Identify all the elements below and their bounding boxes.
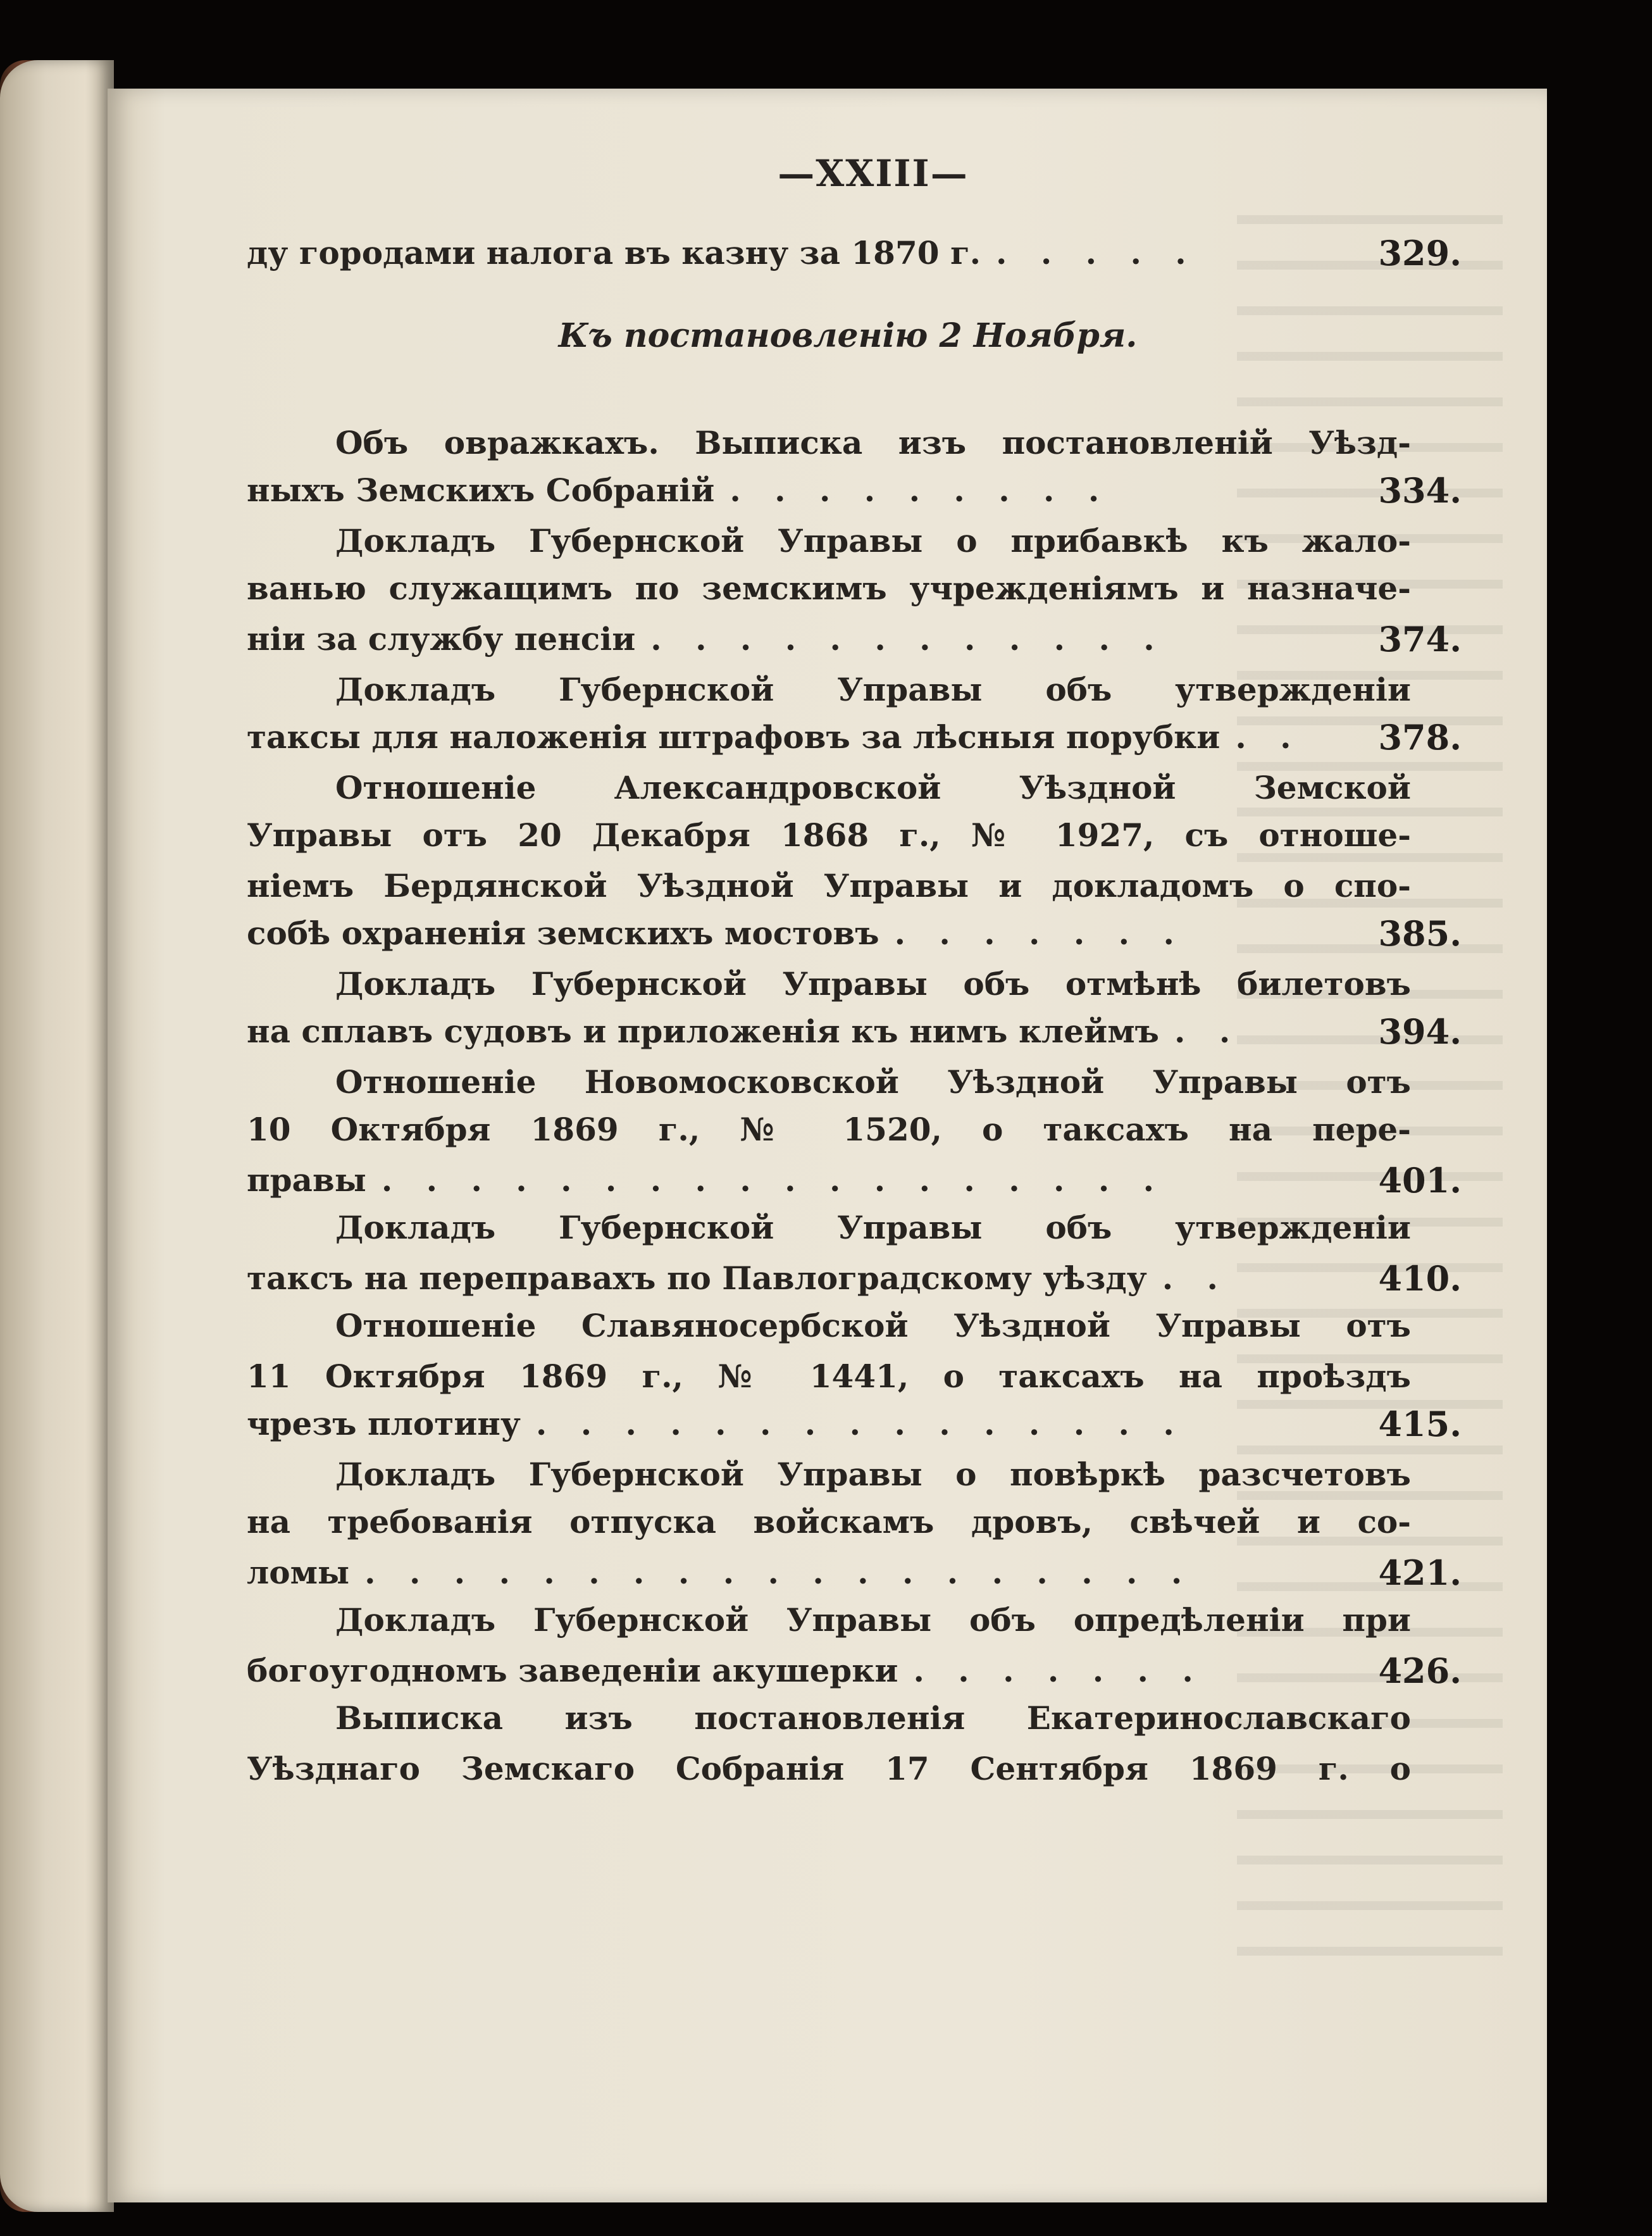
toc-line-text: Докладъ Губернской Управы объ утвержденіи [335,671,1411,708]
toc-line [247,1652,1449,1690]
section-heading: Къ постановленію 2 Ноября. [558,316,1138,355]
toc-leader-dots: . . . . . . . . . . . . . . . . . . . [364,1554,1194,1591]
toc-page-reference: 410. [1378,1258,1462,1299]
toc-leader-dots: . . . . . . . [894,915,1186,952]
toc-line [247,620,1449,658]
toc-line [247,816,1411,854]
toc-line-text: ныхъ Земскихъ Собраній [247,472,715,509]
toc-line [335,1456,1411,1494]
toc-line [247,1554,1449,1592]
toc-line-text: ванью служащимъ по земскимъ учрежденіямъ и назначе- [247,570,1411,607]
toc-line [335,671,1411,709]
toc-leader-dots: . . . . . . . . . . . . . . . . . . [381,1161,1166,1199]
toc-line-text: на сплавъ судовъ и приложенія къ нимъ клеймъ [247,1013,1159,1050]
toc-line [247,867,1411,905]
toc-line-text: ломы [247,1554,350,1591]
toc-page-reference: 374. [1378,619,1462,659]
toc-line-text: 10 Октября 1869 г., № 1520, о таксахъ на пере- [247,1111,1411,1148]
toc-leader-dots: . . . . . . . [913,1652,1205,1689]
toc-line [335,1699,1411,1737]
book-page [108,89,1547,2202]
toc-line-text: ніемъ Бердянской Уѣздной Управы и докладомъ о спо- [247,867,1411,904]
toc-line-text: правы [247,1161,366,1199]
toc-line [247,1503,1411,1541]
toc-line-text: богоугодномъ заведеніи акушерки [247,1652,898,1689]
toc-page-reference: 394. [1378,1011,1462,1052]
toc-line [247,1013,1449,1051]
toc-line [247,570,1411,608]
toc-line [335,522,1411,560]
toc-line-text: 11 Октября 1869 г., № 1441, о таксахъ на проѣздъ [247,1358,1411,1395]
toc-line-text: Докладъ Губернской Управы объ отмѣнѣ билетовъ [335,965,1411,1002]
toc-leader-dots: . . . . . . . . . . . . [650,620,1166,658]
toc-line-text: Отношеніе Новомосковской Уѣздной Управы отъ [335,1063,1411,1101]
toc-line-text: на требованія отпуска войскамъ дровъ, свѣчей и со- [247,1503,1411,1540]
toc-page-reference: 378. [1378,717,1462,758]
toc-line [335,1209,1411,1247]
toc-page-reference: 421. [1378,1552,1462,1593]
toc-line [335,1063,1411,1101]
toc-line [335,424,1411,462]
toc-page-reference: 334. [1378,470,1462,511]
toc-line [247,234,1449,272]
toc-line [247,1259,1449,1297]
toc-line-text: таксы для наложенія штрафовъ за лѣсныя порубки [247,718,1220,756]
toc-line [335,1601,1411,1639]
toc-line [247,718,1449,756]
toc-page-reference: 401. [1378,1160,1462,1201]
facing-page-edge [0,60,114,2212]
toc-line-text: Докладъ Губернской Управы о прибавкѣ къ жало- [335,522,1411,559]
toc-leader-dots: . . [1174,1013,1242,1050]
toc-line-text: Уѣзднаго Земскаго Собранія 17 Сентября 1869 г. о [247,1750,1411,1787]
toc-line [247,472,1449,509]
toc-line-text: Докладъ Губернской Управы о повѣркѣ разсчетовъ [335,1456,1411,1493]
toc-line-text: таксъ на переправахъ по Павлоградскому уѣзду [247,1259,1147,1297]
toc-line-text: Докладъ Губернской Управы объ опредѣленіи при [335,1601,1411,1639]
toc-leader-dots: . . . . . . . . . [730,472,1111,509]
toc-line-text: Управы отъ 20 Декабря 1868 г., № 1927, съ отноше- [247,816,1411,854]
toc-line [335,965,1411,1003]
toc-line-text: собѣ охраненія земскихъ мостовъ [247,915,879,952]
toc-line-text: Отношеніе Славяносербской Уѣздной Управы отъ [335,1307,1411,1344]
toc-line [247,1161,1449,1199]
toc-line [247,1111,1411,1149]
toc-leader-dots: . . . . . . . . . . . . . . . [535,1405,1186,1442]
toc-line-text: чрезъ плотину [247,1405,521,1442]
toc-page-reference: 415. [1378,1404,1462,1444]
toc-line-text: Объ овражкахъ. Выписка изъ постановленій Уѣзд- [335,424,1411,461]
toc-line [335,769,1411,807]
toc-line [247,915,1449,952]
page-number: —XXIII— [778,152,969,195]
toc-page-reference: 385. [1378,913,1462,954]
toc-leader-dots: . . [1235,718,1303,756]
toc-leader-dots: . . [1162,1259,1229,1297]
toc-line-text: Выписка изъ постановленія Екатеринославскаго [335,1699,1411,1737]
toc-line-text: Докладъ Губернской Управы объ утвержденіи [335,1209,1411,1246]
toc-line [335,1307,1411,1345]
toc-line-text: ду городами налога въ казну за 1870 г. [247,234,981,272]
toc-page-reference: 426. [1378,1651,1462,1691]
toc-leader-dots: . . . . . [996,234,1198,272]
toc-line-text: ніи за службу пенсіи [247,620,636,658]
toc-line-text: Отношеніе Александровской Уѣздной Земской [335,769,1411,806]
toc-line [247,1750,1411,1788]
toc-line [247,1405,1449,1443]
toc-line [247,1358,1411,1396]
toc-page-reference: 329. [1378,233,1462,273]
